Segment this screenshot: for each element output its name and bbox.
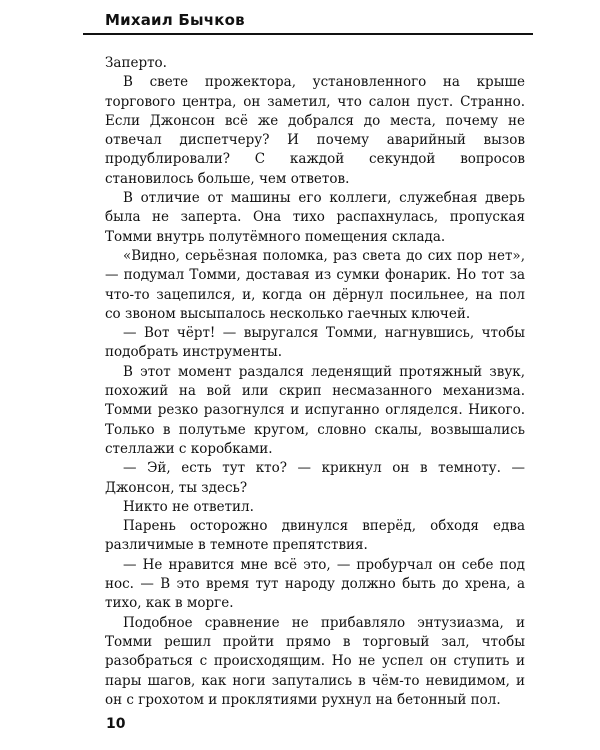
- paragraph: — Эй, есть тут кто? — крикнул он в темноту. — Джонсон, ты здесь?: [105, 460, 525, 496]
- author-name: Михаил Бычков: [105, 11, 245, 29]
- paragraph: Парень осторожно двинулся вперёд, обходя едва различимые в темноте препятствия.: [105, 518, 525, 554]
- paragraph: В отличие от машины его коллеги, служебная дверь была не заперта. Она тихо распахнулась, пропуская Томми внутрь полутёмного помещения склада.: [105, 190, 525, 245]
- paragraph: Никто не ответил.: [123, 498, 254, 515]
- paragraph: В этот момент раздался леденящий протяжный звук, похожий на вой или скрип несмазанного механизма. Томми резко разогнулся и испуганно огляделся. Никого. Только в полутьме кругом, словно скалы, возвышались стеллажи с коробками.: [105, 363, 525, 457]
- paragraph: Подобное сравнение не прибавляло энтузиазма, и Томми решил пройти прямо в торговый зал, чтобы разобраться с происходящим. Но не успел он ступить и пары шагов, как ноги запутались в чём-то невидимом, и он с грохотом и проклятиями рухнул на бетонный пол.: [105, 614, 525, 708]
- page-number: 10: [106, 716, 126, 732]
- paragraph: «Видно, серьёзная поломка, раз света до сих пор нет», — подумал Томми, доставая из сумки фонарик. Но тот за что-то зацепился, и, когда он дёрнул посильнее, на пол со звоном высыпалось несколько гаечных ключей.: [105, 247, 525, 322]
- paragraph: — Вот чёрт! — выругался Томми, нагнувшись, чтобы подобрать инструменты.: [105, 325, 525, 361]
- body-text: [105, 54, 525, 710]
- header-rule: [83, 33, 533, 35]
- paragraph: Заперто.: [105, 55, 167, 71]
- running-header: [83, 8, 533, 34]
- paragraph: — Не нравится мне всё это, — пробурчал он себе под нос. — В это время тут народу должно быть до хрена, а тихо, как в морге.: [105, 556, 525, 612]
- paragraph: В свете прожектора, установленного на крыше торгового центра, он заметил, что салон пуст. Странно. Если Джонсон всё же добрался до места, почему не отвечал диспетчеру? И почему аварийный вызов продублировали? С каждой секундой вопросов становилось больше, чем ответов.: [105, 74, 525, 187]
